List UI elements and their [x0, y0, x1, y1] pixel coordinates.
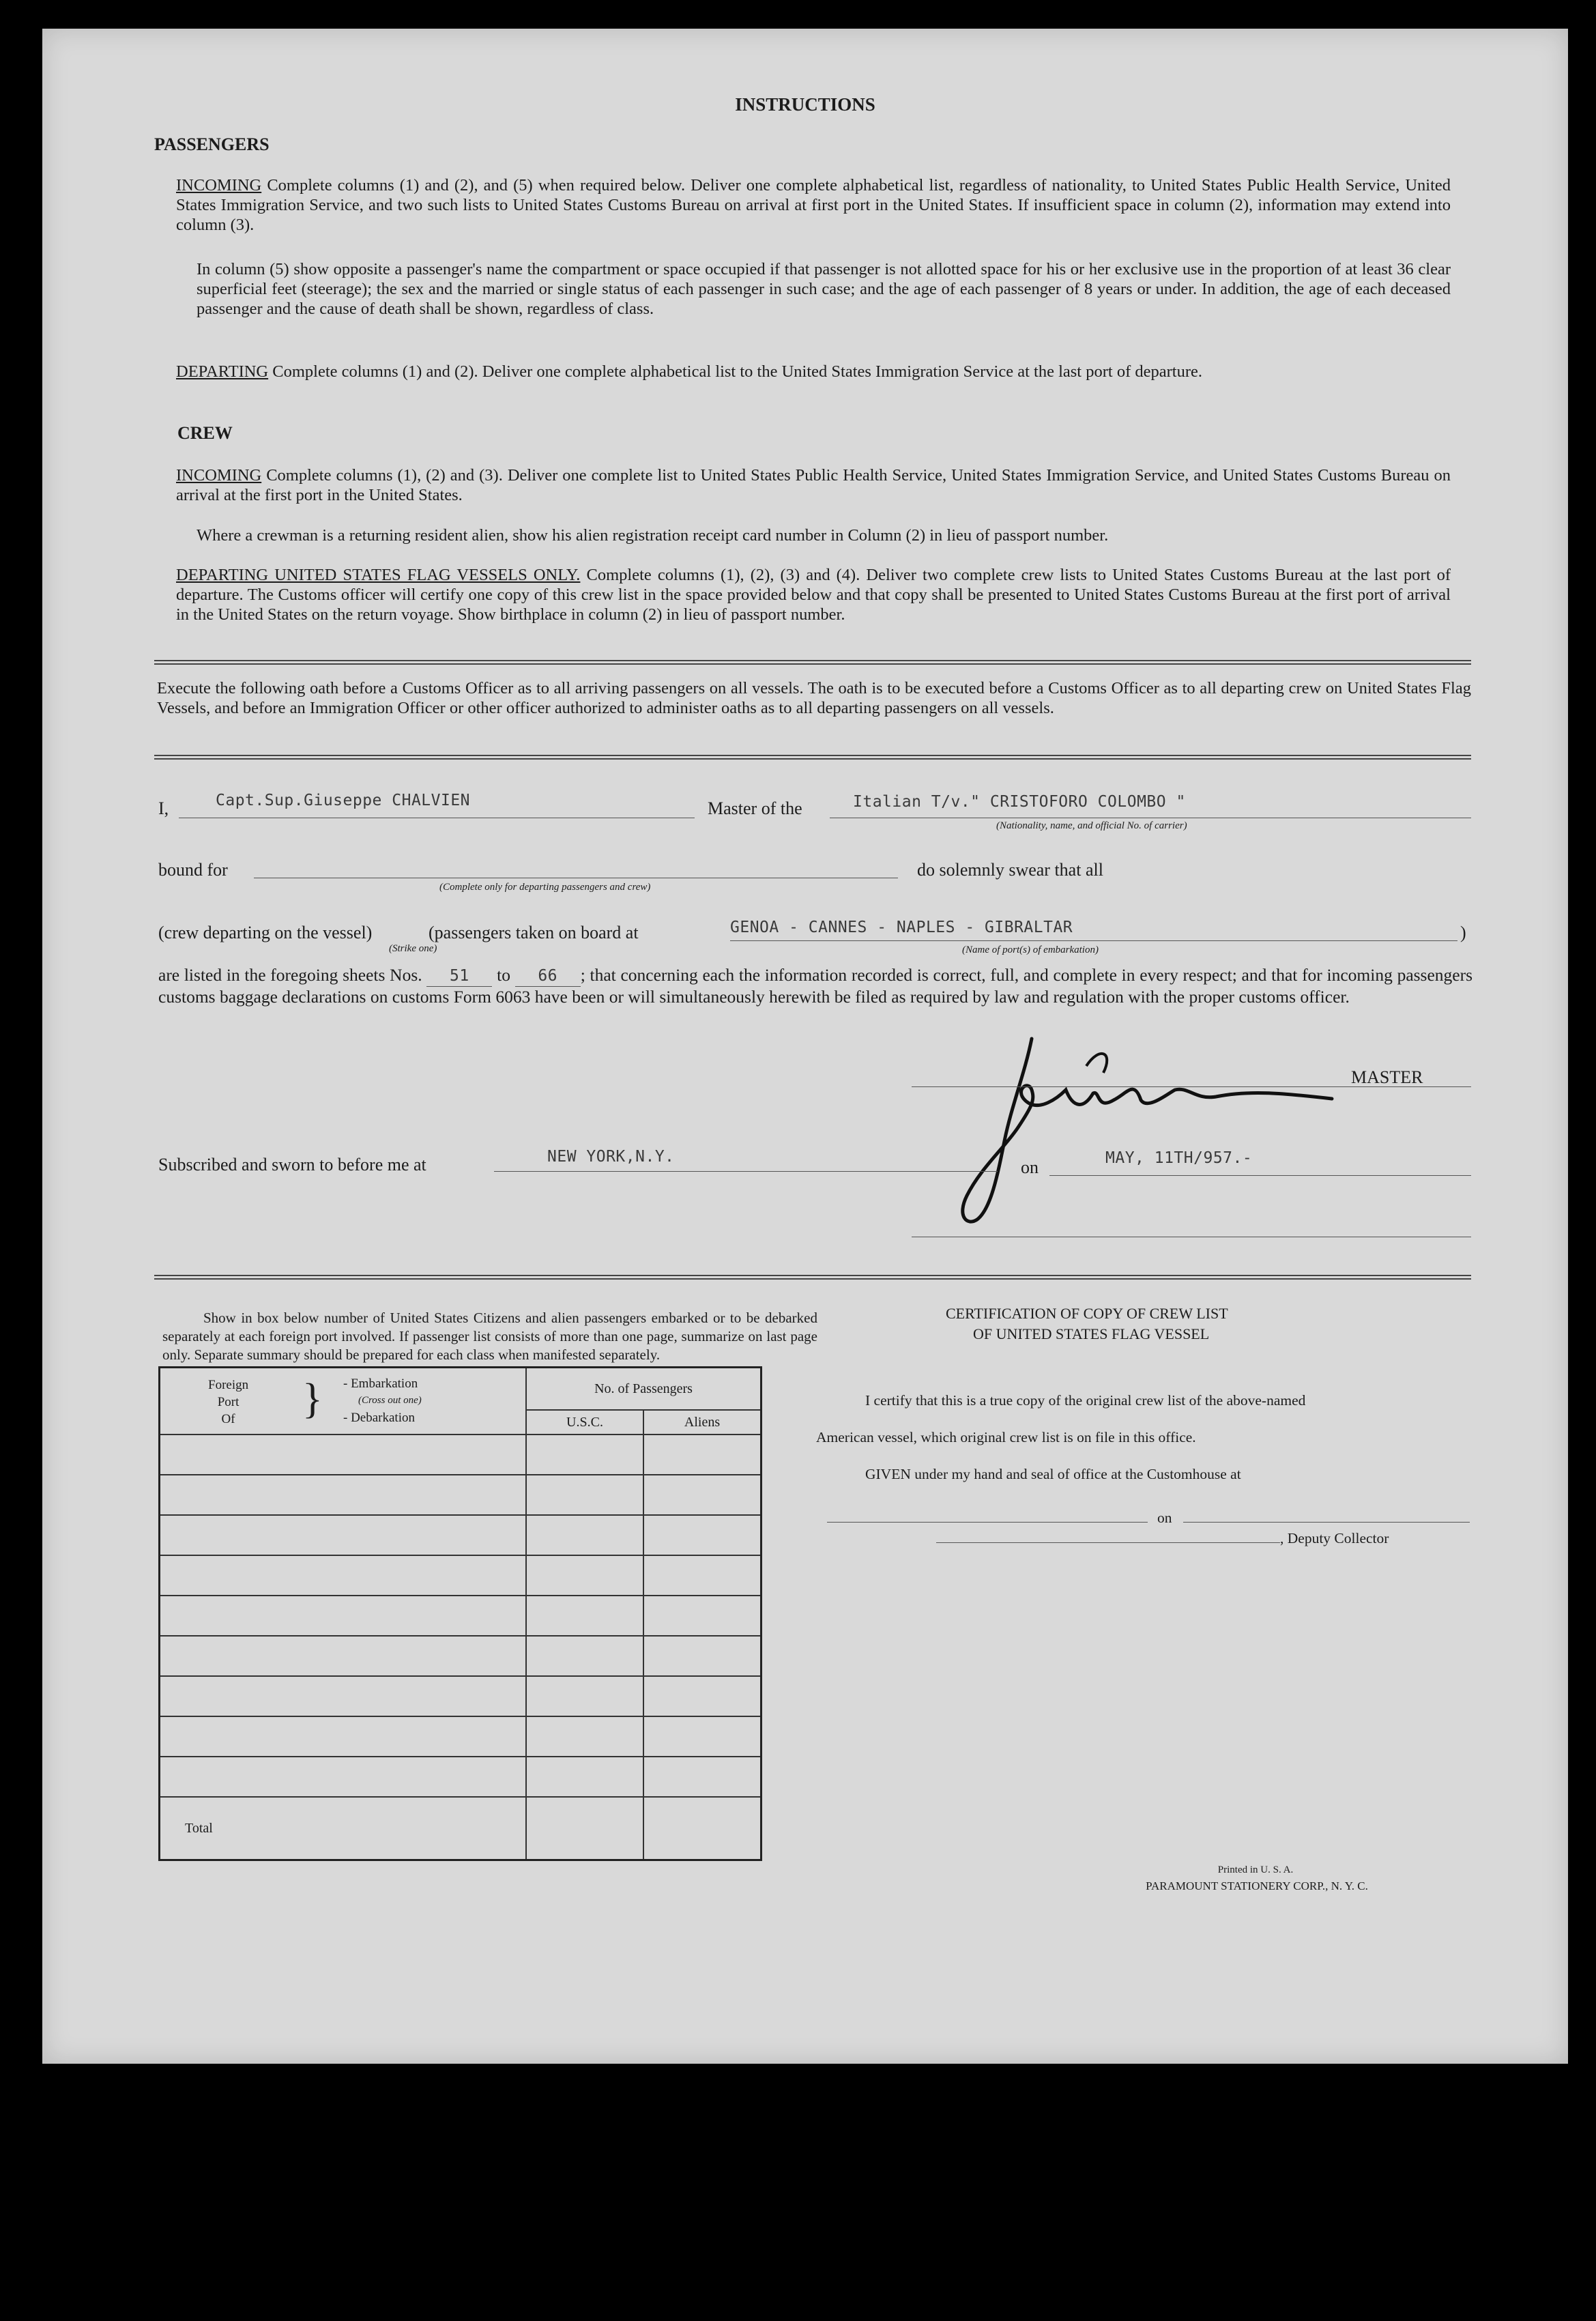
table-row: [160, 1757, 761, 1797]
usc-header: U.S.C.: [526, 1410, 643, 1435]
certification-title-2: OF UNITED STATES FLAG VESSEL: [973, 1325, 1210, 1342]
swear-text: do solemnly swear that all: [917, 860, 1103, 880]
certification-line-1: I certify that this is a true copy of the original crew list of the above-named: [865, 1392, 1306, 1409]
certification-title-1: CERTIFICATION OF COPY OF CREW LIST: [946, 1305, 1228, 1322]
crew-incoming-text: Complete columns (1), (2) and (3). Deliver one complete list to United States Public Health Service, United States Immigration Service, and United States Customs Bureau on arrival at the first port in the United States.: [176, 466, 1451, 504]
deputy-signature-line: [936, 1542, 1280, 1543]
passengers-incoming-label: INCOMING: [176, 176, 262, 194]
crew-departing-text: Complete columns (1), (2), (3) and (4). Deliver two complete crew lists to United States Customs Bureau at the last port of departure. The Customs officer will certify one copy of this crew list in the space provided below and that copy shall be presented to United States Customs Bureau at the first port of arrival in the United States on the return voyage. Show birthplace in column (2) in lieu of passport number.: [176, 566, 1451, 624]
divider: [154, 660, 1471, 665]
vessel-caption: (Nationality, name, and official No. of carrier): [996, 820, 1187, 831]
table-row: [160, 1716, 761, 1757]
master-label: MASTER: [1351, 1067, 1423, 1087]
table-row: [160, 1515, 761, 1555]
brace-symbol: }: [302, 1376, 323, 1422]
passengers-departing-text: Complete columns (1) and (2). Deliver one complete alphabetical list to the United States Immigration Service at the last port of departure.: [272, 362, 1202, 381]
oath-i-label: I,: [158, 798, 169, 818]
crew-heading: CREW: [177, 423, 233, 443]
passengers-departing-paragraph: [176, 362, 1451, 381]
port-header-port: Port: [217, 1395, 240, 1409]
certification-line-3: GIVEN under my hand and seal of office at the Customhouse at: [865, 1466, 1241, 1482]
embarkation-label: - Embarkation: [343, 1376, 418, 1391]
passengers-taken-option: (passengers taken on board at: [429, 923, 639, 942]
crew-incoming-paragraph: [176, 465, 1451, 505]
certification-line-2: American vessel, which original crew list is on file in this office.: [816, 1429, 1196, 1445]
to-label: to: [497, 965, 510, 985]
aliens-header: Aliens: [643, 1410, 761, 1435]
printed-in-usa: Printed in U. S. A.: [1217, 1864, 1294, 1875]
cross-out-label: (Cross out one): [358, 1395, 422, 1406]
sheets-paragraph: [158, 965, 1472, 1007]
sworn-date-value: MAY, 11TH/957.-: [1105, 1149, 1253, 1167]
close-paren: ): [1460, 923, 1466, 942]
total-row: [160, 1797, 761, 1860]
page-title: INSTRUCTIONS: [735, 94, 875, 115]
crew-incoming-label: INCOMING: [176, 466, 262, 485]
vessel-value: Italian T/v." CRISTOFORO COLOMBO ": [853, 793, 1186, 811]
passenger-summary-table: [158, 1366, 762, 1861]
oath-instructions: Execute the following oath before a Customs Officer as to all arriving passengers on all vessels. The oath is to be executed before a Customs Officer as to all departing crew on United States Flag Vessels, and before an Immigration Officer or other officer authorized to administer oaths as to all departing passengers on all vessels.: [157, 679, 1471, 717]
master-of-label: Master of the: [708, 798, 802, 818]
bound-for-caption: (Complete only for departing passengers and crew): [439, 882, 651, 893]
crew-departing-label: DEPARTING UNITED STATES FLAG VESSELS ONLY.: [176, 566, 581, 584]
summary-instructions: Show in box below number of United States Citizens and alien passengers embarked or to be debarked separately at each foreign port involved. If passenger list consists of more than one page, summarize on last page only. Separate summary should be prepared for each class when manifested separately.: [162, 1310, 817, 1363]
divider: [154, 755, 1471, 760]
customhouse-line: [827, 1522, 1148, 1523]
crew-departing-option: (crew departing on the vessel): [158, 923, 373, 942]
master-signature-line: [912, 1086, 1471, 1087]
document-page: [42, 29, 1568, 2064]
crew-returning-paragraph: Where a crewman is a returning resident alien, show his alien registration receipt card number in Column (2) in lieu of passport number.: [197, 526, 1109, 545]
num-passengers-header: No. of Passengers: [526, 1368, 761, 1411]
debarkation-label: - Debarkation: [343, 1411, 415, 1425]
master-name-value: Capt.Sup.Giuseppe CHALVIEN: [216, 792, 471, 809]
bound-for-label: bound for: [158, 860, 228, 880]
ports-value: GENOA - CANNES - NAPLES - GIBRALTAR: [730, 919, 1073, 936]
sworn-place-line: [494, 1171, 998, 1172]
passengers-heading: PASSENGERS: [154, 134, 270, 154]
printer-name: PARAMOUNT STATIONERY CORP., N. Y. C.: [1146, 1879, 1368, 1892]
strike-caption: (Strike one): [389, 943, 437, 954]
port-header-foreign: Foreign: [208, 1378, 249, 1392]
passengers-column5-paragraph: In column (5) show opposite a passenger's name the compartment or space occupied if that passenger is not allotted space for his or her exclusive use in the proportion of at least 36 clear superficial feet (steerage); the sex and the married or single status of each passenger in such case; and the age of each passenger of 8 years or under. In addition, the age of each deceased passenger and the cause of death shall be shown, regardless of class.: [197, 260, 1451, 318]
ports-caption: (Name of port(s) of embarkation): [962, 945, 1099, 955]
sworn-date-line: [1049, 1175, 1471, 1176]
table-row: [160, 1596, 761, 1636]
sworn-on-label: on: [1021, 1157, 1039, 1177]
sheets-prefix: are listed in the foregoing sheets Nos.: [158, 965, 422, 985]
port-header-of: Of: [221, 1412, 235, 1426]
ports-line: [730, 940, 1457, 941]
table-row: [160, 1555, 761, 1596]
master-signature: [929, 1025, 1366, 1230]
port-header-cell: [160, 1368, 527, 1435]
table-row: [160, 1636, 761, 1676]
subscribed-label: Subscribed and sworn to before me at: [158, 1155, 426, 1174]
passengers-departing-label: DEPARTING: [176, 362, 269, 381]
certification-on-label: on: [1157, 1510, 1172, 1526]
passengers-incoming-paragraph: [176, 175, 1451, 235]
sheet-from-value: 51: [426, 966, 492, 987]
crew-departing-paragraph: [176, 565, 1451, 624]
certification-date-line: [1183, 1522, 1470, 1523]
deputy-collector-label: , Deputy Collector: [1280, 1530, 1389, 1546]
table-row: [160, 1475, 761, 1515]
sheets-suffix: ; that concerning each the information recorded is correct, full, and complete in every respect; and that for incoming passengers customs baggage declarations on customs Form 6063 have been or will simultaneously herewith be filed as required by law and regulation with the proper customs officer.: [158, 965, 1473, 1007]
sworn-place-value: NEW YORK,N.Y.: [547, 1148, 675, 1166]
total-label: Total: [160, 1797, 527, 1860]
sheet-to-value: 66: [515, 966, 581, 987]
passengers-incoming-text: Complete columns (1) and (2), and (5) when required below. Deliver one complete alphabetical list, regardless of nationality, to United States Public Health Service, United States Immigration Service, and two such lists to United States Customs Bureau on arrival at first port in the United States. If insufficient space in column (2), information may extend into column (3).: [176, 176, 1451, 234]
table-row: [160, 1435, 761, 1475]
table-row: [160, 1676, 761, 1716]
divider: [154, 1275, 1471, 1280]
